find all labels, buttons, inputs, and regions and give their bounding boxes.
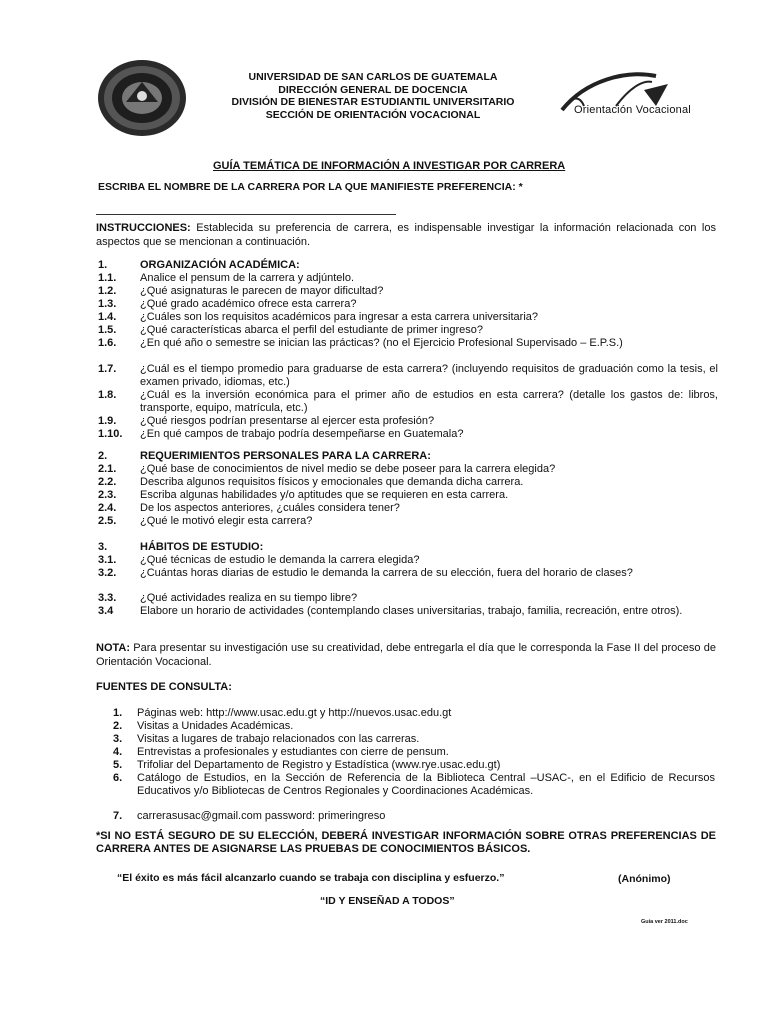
instructions-text: Establecida su preferencia de carrera, es indispensable investigar la información relacionada con los aspectos que se mencionan a continuación. — [96, 222, 716, 248]
item-number: 1.3. — [98, 298, 117, 310]
source-text: Entrevistas a profesionales y estudiantes con cierre de pensum. — [137, 746, 449, 758]
item-text: ¿Cuál es el tiempo promedio para graduarse de esta carrera? (incluyendo requisitos de graduación como la tesis, el examen privado, idiomas, etc.) — [140, 363, 718, 388]
source-number: 5. — [113, 759, 123, 771]
list-item — [98, 489, 718, 502]
section-heading — [98, 450, 718, 463]
section-number: 2. — [98, 450, 108, 462]
item-number: 2.4. — [98, 502, 117, 514]
note-text: Para presentar su investigación use su creatividad, debe entregarla el día que le corresponda la Fase II del proceso de Orientación Vocacional. — [96, 642, 716, 668]
warning-paragraph: *SI NO ESTÁ SEGURO DE SU ELECCIÓN, DEBERÁ INVESTIGAR INFORMACIÓN SOBRE OTRAS PREFERENCIAS DE CARRERA ANTES DE ASIGNARSE LAS PRUEBAS DE CONOCIMIENTOS BÁSICOS. — [96, 830, 716, 855]
quote-author: (Anónimo) — [618, 873, 671, 885]
section-title: HÁBITOS DE ESTUDIO: — [140, 541, 264, 553]
section-heading — [98, 541, 718, 554]
item-text: ¿Qué actividades realiza en su tiempo libre? — [140, 592, 358, 604]
item-text: ¿Qué grado académico ofrece esta carrera? — [140, 298, 357, 310]
list-item — [98, 502, 718, 515]
section-number: 1. — [98, 259, 108, 271]
document-title: GUÍA TEMÁTICA DE INFORMACIÓN A INVESTIGAR POR CARRERA — [213, 160, 566, 172]
motto: “ID Y ENSEÑAD A TODOS” — [320, 895, 455, 907]
career-prompt: ESCRIBA EL NOMBRE DE LA CARRERA POR LA QUE MANIFIESTE PREFERENCIA: * — [98, 181, 523, 193]
item-number: 2.2. — [98, 476, 117, 488]
item-number: 1.8. — [98, 389, 117, 401]
item-text: ¿Cuántas horas diarias de estudio le demanda la carrera de su elección, fuera del horario de clases? — [140, 567, 633, 579]
list-item — [98, 463, 718, 476]
item-text: ¿En qué año o semestre se inician las prácticas? (no el Ejercicio Profesional Supervisado – E.P.S.) — [140, 337, 623, 349]
source-text: Visitas a Unidades Académicas. — [137, 720, 294, 732]
brand-name: Orientación Vocacional — [574, 104, 691, 116]
source-text: Trifoliar del Departamento de Registro y Estadística (www.rye.usac.edu.gt) — [137, 759, 501, 771]
sources-title: FUENTES DE CONSULTA: — [96, 681, 232, 693]
list-item — [98, 554, 718, 567]
list-item — [98, 324, 718, 337]
source-number: 3. — [113, 733, 123, 745]
source-number: 4. — [113, 746, 123, 758]
section-title: REQUERIMIENTOS PERSONALES PARA LA CARRERA: — [140, 450, 431, 462]
item-text: ¿Qué características abarca el perfil del estudiante de primer ingreso? — [140, 324, 484, 336]
note-paragraph — [96, 642, 716, 669]
list-item — [98, 363, 718, 388]
list-item — [98, 428, 718, 441]
item-number: 3.2. — [98, 567, 117, 579]
item-text: ¿Cuáles son los requisitos académicos para ingresar a esta carrera universitaria? — [140, 311, 539, 323]
source-text: Catálogo de Estudios, en la Sección de Referencia de la Biblioteca Central –USAC-, en el Edificio de Recursos Educativos y/o Bibliotecas de Centros Regionales y Coordinaciones Académicas. — [137, 772, 715, 797]
section-number: 3. — [98, 541, 108, 553]
item-text: ¿Qué riesgos podrían presentarse al ejercer esta profesión? — [140, 415, 435, 427]
item-number: 3.3. — [98, 592, 117, 604]
source-number: 7. — [113, 810, 123, 822]
source-number: 6. — [113, 772, 123, 784]
item-text: ¿Qué técnicas de estudio le demanda la carrera elegida? — [140, 554, 420, 566]
list-item — [98, 415, 718, 428]
quote-text: “El éxito es más fácil alcanzarlo cuando se trabaja con disciplina y esfuerzo.” — [117, 872, 505, 884]
source-item — [113, 759, 715, 772]
item-number: 3.1. — [98, 554, 117, 566]
item-text: ¿En qué campos de trabajo podría desempeñarse en Guatemala? — [140, 428, 464, 440]
item-number: 1.4. — [98, 311, 117, 323]
list-item — [98, 567, 718, 580]
file-name: Guía ver 2011.doc — [641, 919, 688, 925]
list-item — [98, 272, 718, 285]
source-item — [113, 810, 715, 823]
institution-line: DIRECCIÓN GENERAL DE DOCENCIA — [278, 83, 468, 96]
item-number: 2.5. — [98, 515, 117, 527]
item-number: 2.3. — [98, 489, 117, 501]
list-item — [98, 515, 718, 528]
item-text: Escriba algunas habilidades y/o aptitudes que se requieren en esta carrera. — [140, 489, 509, 501]
list-item — [98, 285, 718, 298]
item-number: 1.6. — [98, 337, 117, 349]
list-item — [98, 605, 718, 618]
list-item — [98, 298, 718, 311]
section-title: ORGANIZACIÓN ACADÉMICA: — [140, 259, 300, 271]
item-number: 1.10. — [98, 428, 123, 440]
source-number: 1. — [113, 707, 123, 719]
item-number: 1.1. — [98, 272, 117, 284]
item-text: Elabore un horario de actividades (contemplando clases universitarias, trabajo, familia, recreación, entre otros). — [140, 605, 683, 617]
source-item — [113, 746, 715, 759]
source-text: carrerasusac@gmail.com password: primeringreso — [137, 810, 386, 822]
item-number: 2.1. — [98, 463, 117, 475]
answer-line — [96, 214, 396, 215]
source-item — [113, 772, 715, 797]
item-number: 1.9. — [98, 415, 117, 427]
item-text: Describa algunos requisitos físicos y emocionales que demanda dicha carrera. — [140, 476, 524, 488]
institution-line: DIVISIÓN DE BIENESTAR ESTUDIANTIL UNIVERSITARIO — [231, 96, 515, 108]
list-item — [98, 476, 718, 489]
item-number: 1.2. — [98, 285, 117, 297]
university-seal-icon — [96, 58, 188, 138]
source-item — [113, 720, 715, 733]
item-text: Analice el pensum de la carrera y adjúntelo. — [140, 272, 355, 284]
item-text: ¿Qué le motivó elegir esta carrera? — [140, 515, 313, 527]
item-number: 1.5. — [98, 324, 117, 336]
note-label: NOTA: — [96, 642, 131, 654]
list-item — [98, 337, 718, 350]
institution-line: SECCIÓN DE ORIENTACIÓN VOCACIONAL — [265, 108, 481, 121]
list-item — [98, 311, 718, 324]
item-number: 1.7. — [98, 363, 117, 375]
institution-line: UNIVERSIDAD DE SAN CARLOS DE GUATEMALA — [248, 71, 498, 83]
source-item — [113, 733, 715, 746]
source-text: Visitas a lugares de trabajo relacionados con las carreras. — [137, 733, 420, 745]
instructions-paragraph — [96, 221, 716, 249]
list-item — [98, 592, 718, 605]
list-item — [98, 389, 718, 414]
source-text: Páginas web: http://www.usac.edu.gt y http://nuevos.usac.edu.gt — [137, 707, 452, 719]
source-item — [113, 707, 715, 720]
item-text: ¿Qué asignaturas le parecen de mayor dificultad? — [140, 285, 384, 297]
section-heading — [98, 259, 718, 272]
source-number: 2. — [113, 720, 123, 732]
item-text: ¿Qué base de conocimientos de nivel medio se debe poseer para la carrera elegida? — [140, 463, 556, 475]
item-number: 3.4 — [98, 605, 114, 617]
institution-header — [205, 71, 541, 121]
instructions-label: INSTRUCCIONES: — [96, 222, 191, 234]
item-text: ¿Cuál es la inversión económica para el primer año de estudios en esta carrera? (detalle los gastos de: libros, transporte, equipo, matrícula, etc.) — [140, 389, 718, 414]
item-text: De los aspectos anteriores, ¿cuáles considera tener? — [140, 502, 400, 514]
